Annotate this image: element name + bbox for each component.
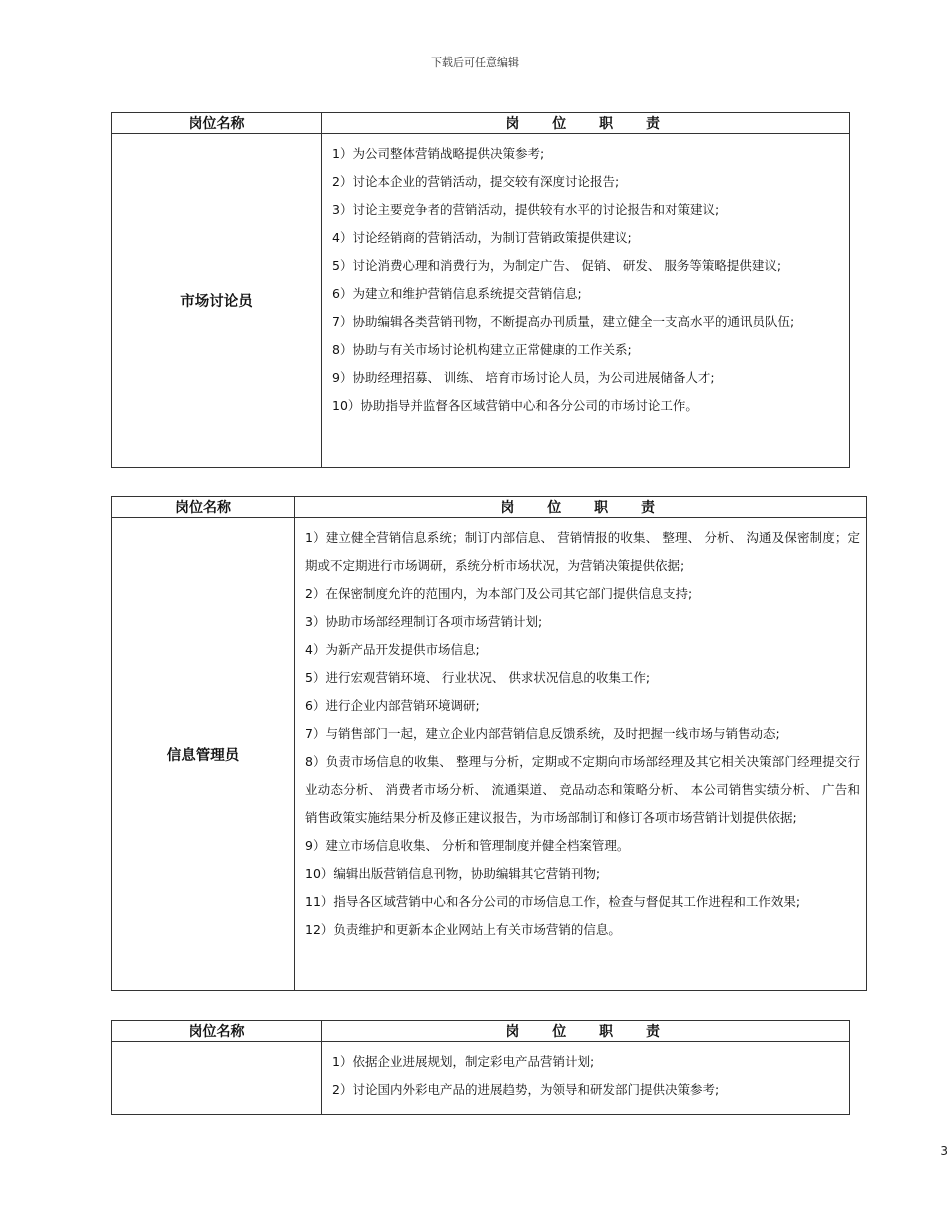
duty-item: 10）编辑出版营销信息刊物，协助编辑其它营销刊物; — [305, 866, 601, 881]
duty-list — [322, 134, 849, 420]
duty-item: 1）建立健全营销信息系统；制订内部信息、 营销情报的收集、 整理、 分析、 沟通及保密制度；定期或不定期进行市场调研，系统分析市场状况，为营销决策提供依据; — [305, 530, 860, 573]
duty-item: 4）为新产品开发提供市场信息; — [305, 642, 480, 657]
duty-table-information-manager — [111, 496, 867, 991]
duty-item: 9）建立市场信息收集、 分析和管理制度并健全档案管理。 — [305, 838, 630, 853]
duty-table-product-planner — [111, 1020, 850, 1115]
duty-list — [295, 518, 866, 944]
duty-table-market-researcher — [111, 112, 850, 468]
duty-item: 3）讨论主要竞争者的营销活动，提供较有水平的讨论报告和对策建议; — [332, 202, 720, 217]
duty-item: 6）为建立和维护营销信息系统提交营销信息; — [332, 286, 582, 301]
table-header-row — [112, 113, 850, 134]
role-name — [112, 1042, 322, 1115]
duty-list — [322, 1042, 849, 1104]
duty-item: 7）协助编辑各类营销刊物，不断提高办刊质量，建立健全一支高水平的通讯员队伍; — [332, 314, 795, 329]
duty-item: 5）进行宏观营销环境、 行业状况、 供求状况信息的收集工作; — [305, 670, 651, 685]
duty-item: 12）负责维护和更新本企业网站上有关市场营销的信息。 — [305, 922, 621, 937]
duty-column-header: 岗 位 职 责 — [322, 113, 850, 134]
duty-item: 1）依据企业进展规划，制定彩电产品营销计划; — [332, 1054, 595, 1069]
duty-item: 9）协助经理招募、 训练、 培育市场讨论人员，为公司进展储备人才; — [332, 370, 715, 385]
table-row — [112, 518, 867, 991]
duty-cell — [295, 518, 867, 991]
duty-cell — [322, 1042, 850, 1115]
role-column-header: 岗位名称 — [112, 497, 295, 518]
duty-item: 8）负责市场信息的收集、 整理与分析，定期或不定期向市场部经理及其它相关决策部门经理提交行业动态分析、 消费者市场分析、 流通渠道、 竞品动态和策略分析、 本公司销售实绩分析、 广告和销售政策实施结果分析及修正建议报告，为市场部制订和修订各项市场营销计划提供依据; — [305, 754, 860, 825]
table-header-row — [112, 497, 867, 518]
duty-item: 6）进行企业内部营销环境调研; — [305, 698, 480, 713]
role-column-header: 岗位名称 — [112, 1021, 322, 1042]
role-name: 信息管理员 — [112, 518, 295, 991]
duty-item: 11）指导各区域营销中心和各分公司的市场信息工作，检查与督促其工作进程和工作效果; — [305, 894, 801, 909]
table-row — [112, 134, 850, 468]
table-header-row — [112, 1021, 850, 1042]
duty-item: 10）协助指导并监督各区域营销中心和各分公司的市场讨论工作。 — [332, 398, 698, 413]
page-header: 下载后可任意编辑 — [431, 56, 519, 69]
duty-column-header: 岗 位 职 责 — [322, 1021, 850, 1042]
duty-column-header: 岗 位 职 责 — [295, 497, 867, 518]
role-column-header: 岗位名称 — [112, 113, 322, 134]
duty-item: 4）讨论经销商的营销活动，为制订营销政策提供建议; — [332, 230, 632, 245]
duty-item: 2）讨论国内外彩电产品的进展趋势，为领导和研发部门提供决策参考; — [332, 1082, 720, 1097]
duty-item: 7）与销售部门一起，建立企业内部营销信息反馈系统，及时把握一线市场与销售动态; — [305, 726, 780, 741]
duty-item: 2）在保密制度允许的范围内，为本部门及公司其它部门提供信息支持; — [305, 586, 693, 601]
duty-item: 8）协助与有关市场讨论机构建立正常健康的工作关系; — [332, 342, 632, 357]
duty-cell — [322, 134, 850, 468]
duty-item: 5）讨论消费心理和消费行为，为制定广告、 促销、 研发、 服务等策略提供建议; — [332, 258, 782, 273]
duty-item: 1）为公司整体营销战略提供决策参考; — [332, 146, 545, 161]
duty-item: 2）讨论本企业的营销活动，提交较有深度讨论报告; — [332, 174, 620, 189]
duty-item: 3）协助市场部经理制订各项市场营销计划; — [305, 614, 543, 629]
role-name: 市场讨论员 — [112, 134, 322, 468]
page-number: 3 — [940, 1144, 948, 1158]
table-row — [112, 1042, 850, 1115]
